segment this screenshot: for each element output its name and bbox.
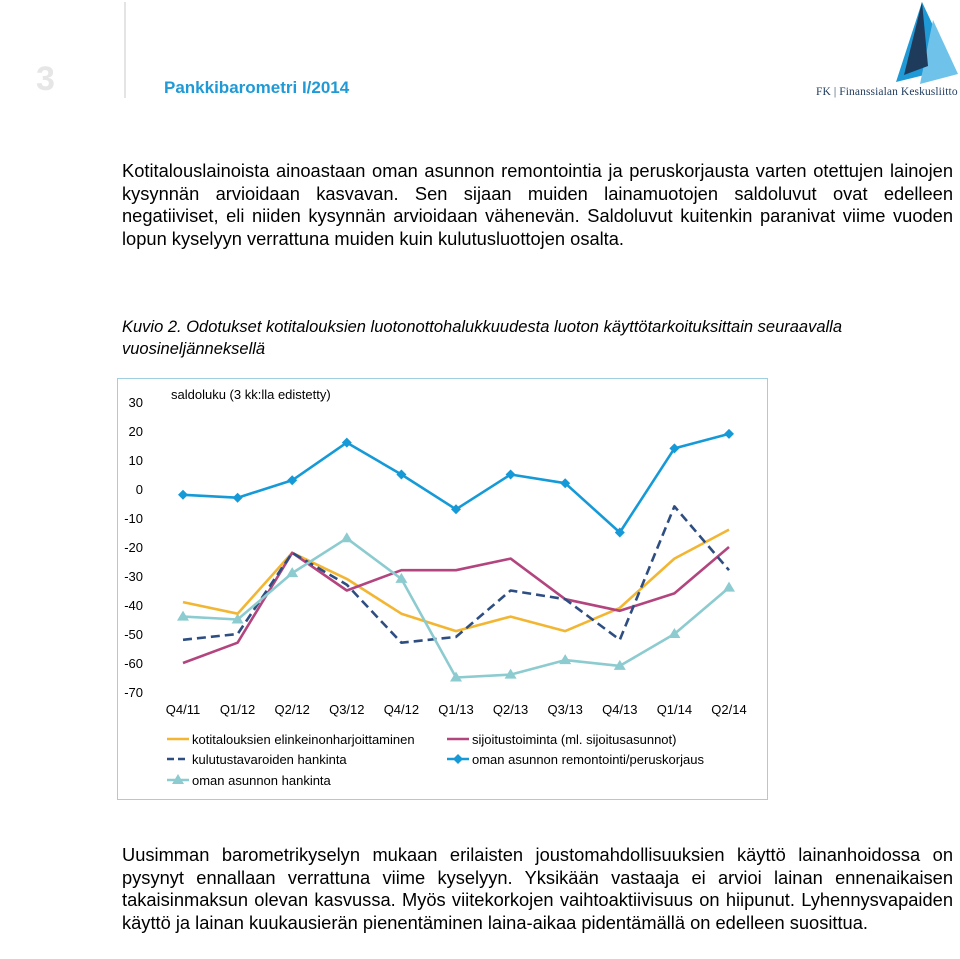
series-line-2 xyxy=(183,547,729,663)
legend-marker xyxy=(453,754,463,764)
y-tick-label: -10 xyxy=(124,511,143,526)
y-tick-label: 0 xyxy=(135,482,143,497)
x-tick-label: Q4/13 xyxy=(602,702,638,717)
y-axis-label: saldoluku (3 kk:lla edistetty) xyxy=(171,387,331,402)
series-line-1 xyxy=(183,530,729,632)
line-chart xyxy=(117,378,768,800)
y-tick-label: 20 xyxy=(128,424,143,439)
closing-paragraph: Uusimman barometrikyselyn mukaan erilaisten joustomahdollisuuksien käyttö lainanhoidossa on pysynyt ennallaan verrattuna viime kyselyyn. Yksikään vastaaja ei arvioi lainan ennenaikaisen takaisinmaksun olevan kasvussa. Myös viitekorkojen vaihtoaktiivisuus on hiipunut. Lyhennysvapaiden käyttö ja lainan kuukausierän pienentäminen laina-aikaa pidentämällä on edelleen suosittua. xyxy=(122,844,953,933)
legend-label: kotitalouksien elinkeinonharjoittaminen xyxy=(192,732,415,747)
legend-label: sijoitustoiminta (ml. sijoitusasunnot) xyxy=(472,732,677,747)
y-tick-label: -50 xyxy=(124,627,143,642)
data-point-marker xyxy=(341,532,353,542)
x-tick-label: Q3/13 xyxy=(547,702,583,717)
y-tick-label: -20 xyxy=(124,540,143,555)
legend-label: oman asunnon hankinta xyxy=(192,773,331,788)
x-tick-label: Q1/13 xyxy=(438,702,474,717)
legend-label: oman asunnon remontointi/peruskorjaus xyxy=(472,752,704,767)
x-tick-label: Q2/12 xyxy=(274,702,310,717)
series-line-5 xyxy=(183,538,729,677)
logo-text: FK | Finanssialan Keskusliitto xyxy=(816,86,958,98)
x-tick-label: Q1/12 xyxy=(219,702,256,717)
data-point-marker xyxy=(559,654,571,664)
y-tick-label: -60 xyxy=(124,656,143,671)
page-title: Pankkibarometri I/2014 xyxy=(164,78,350,97)
y-tick-label: 30 xyxy=(128,395,143,410)
header-divider xyxy=(124,2,126,98)
page-number: 3 xyxy=(36,60,55,98)
x-tick-label: Q4/12 xyxy=(383,702,420,717)
x-tick-label: Q1/14 xyxy=(656,702,693,717)
data-point-marker xyxy=(723,582,735,592)
data-point-marker xyxy=(286,567,298,577)
legend-label: kulutustavaroiden hankinta xyxy=(192,752,347,767)
x-tick-label: Q2/13 xyxy=(492,702,529,717)
x-tick-label: Q4/11 xyxy=(165,702,201,717)
y-tick-label: 10 xyxy=(128,453,143,468)
series-line-3 xyxy=(183,506,729,642)
data-point-marker xyxy=(724,429,734,439)
figure-caption: Kuvio 2. Odotukset kotitalouksien luotonottohalukkuudesta luoton käyttötarkoituksittain seuraavalla vuosineljänneksellä xyxy=(122,318,843,358)
data-point-marker xyxy=(178,490,188,500)
series-line-4 xyxy=(183,434,729,533)
x-tick-label: Q3/12 xyxy=(329,702,365,717)
x-tick-label: Q2/14 xyxy=(711,702,747,717)
y-tick-label: -40 xyxy=(124,598,143,613)
intro-paragraph: Kotitalouslainoista ainoastaan oman asunnon remontointia ja peruskorjausta varten otettujen lainojen kysynnän arvioidaan kasvavan. Sen sijaan muiden lainamuotojen saldoluvut ovat edelleen negatiiviset, eli niiden kysynnän arvioidaan vähenevän. Saldoluvut kuitenkin paranivat viime vuoden lopun kyselyyn verrattuna muiden kuin kulutusluottojen osalta. xyxy=(122,160,953,249)
y-tick-label: -70 xyxy=(124,685,143,700)
data-point-marker xyxy=(233,493,243,503)
y-tick-label: -30 xyxy=(124,569,143,584)
